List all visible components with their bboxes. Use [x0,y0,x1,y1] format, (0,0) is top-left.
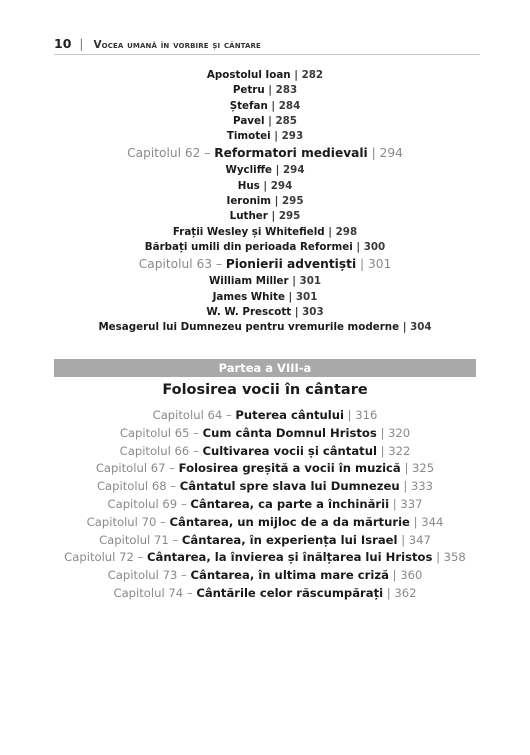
part-title: Folosirea vocii în cântare [162,382,368,398]
page-separator: | [275,164,280,177]
entry-title: Frații Wesley și Whitefield [172,225,325,238]
page-separator: | [403,479,408,494]
toc-chapter-entry [0,478,530,496]
entry-page-number: 294 [270,179,293,192]
toc-subentry [0,99,530,114]
page-separator: | [413,514,418,529]
entry-page-number: 322 [388,443,411,458]
entry-title: Wycliffe [225,164,273,177]
entry-title: Apostolul Ioan [206,69,291,81]
page-separator: | [268,114,272,127]
chapter-label: Capitolul 69 – [107,496,187,511]
entry-title: Reformatori medievali [214,146,368,161]
toc-chapter-entry [0,255,530,274]
entry-title: Cântările celor răscumpărați [196,585,384,600]
page-separator: | [380,425,385,440]
page-separator: | [371,146,376,161]
page-separator: | [292,275,296,288]
toc-chapter-entry [0,567,530,585]
toc-chapter-entry [0,532,530,550]
page-separator: | [392,496,397,511]
entry-page-number: 304 [410,321,432,334]
part-heading-bar: Partea a VIII-a [54,359,476,377]
entry-page-number: 301 [299,275,322,288]
entry-page-number: 337 [400,496,423,511]
toc-subentry [0,209,530,224]
entry-page-number: 284 [278,99,301,112]
page-separator: | [328,225,333,238]
toc-subentry [0,305,530,320]
entry-title: Cântarea, la învierea și înălțarea lui Hristos [147,550,433,565]
entry-title: Cântatul spre slava lui Dumnezeu [179,479,400,494]
entry-title: Pionierii adventiști [225,257,357,272]
page-separator: | [288,290,293,303]
toc-chapter-entry [0,460,530,478]
toc-subentry [0,225,530,240]
toc-subentry [0,163,530,178]
page-separator: | [401,532,406,547]
page-separator: | [271,210,276,223]
toc-subentry [0,290,530,305]
entry-title: Petru [232,84,265,97]
page-separator: | [347,408,352,422]
entry-page-number: 295 [278,210,301,223]
page-separator: | [294,69,298,81]
entry-page-number: 360 [400,568,423,583]
entry-title: William Miller [208,275,289,288]
entry-title: Hus [237,179,260,192]
page-separator: | [274,195,279,208]
page-separator: | [274,130,279,143]
entry-title: Pavel [233,114,265,127]
page-separator: | [360,257,365,272]
toc-list-upper [0,68,530,335]
entry-page-number: 301 [367,257,392,272]
entry-page-number: 316 [355,408,378,422]
chapter-label: Capitolul 71 – [99,532,179,547]
chapter-label: Capitolul 68 – [96,479,177,494]
entry-page-number: 358 [443,550,466,565]
page-separator: | [386,585,391,600]
toc-subentry [0,129,530,144]
entry-title: Bărbați umili din perioada Reformei [144,240,353,253]
entry-title: Cum cânta Domnul Hristos [202,425,377,440]
entry-page-number: 298 [335,225,358,238]
toc-chapter-entry [0,549,530,567]
entry-title: Luther [229,210,268,223]
book-title: Vocea umană în vorbire și cântare [93,39,261,51]
entry-page-number: 282 [301,69,324,81]
entry-title: Ieronim [226,195,272,208]
page-separator: | [294,305,299,318]
toc-subentry [0,68,530,83]
toc-subentry [0,320,530,335]
entry-title: Folosirea greșită a vocii în muzică [178,461,401,476]
toc-subentry [0,240,530,255]
chapter-label: Capitolul 63 – [138,257,222,272]
chapter-label: Capitolul 70 – [86,514,166,529]
entry-title: Puterea cântului [235,408,344,422]
page-separator: | [392,568,397,583]
toc-chapter-entry [0,514,530,532]
entry-title: W. W. Prescott [206,305,292,318]
chapter-label: Capitolul 62 – [127,146,211,161]
toc-chapter-entry [0,585,530,603]
page-separator: | [263,179,268,192]
toc-chapter-entry [0,144,530,163]
entry-title: Ștefan [229,99,268,112]
toc-chapter-entry [0,496,530,514]
entry-page-number: 295 [282,195,304,208]
entry-page-number: 362 [394,585,417,600]
page-separator: | [436,550,440,565]
entry-page-number: 347 [408,532,431,547]
page-separator: | [380,443,385,458]
entry-title: Cultivarea vocii și cântatul [202,443,377,458]
entry-page-number: 344 [421,514,444,529]
entry-title: Mesagerul lui Dumnezeu pentru vremurile moderne [98,321,400,334]
chapter-label: Capitolul 72 – [64,550,144,565]
entry-title: Timotei [226,130,271,143]
chapter-label: Capitolul 65 – [119,425,199,440]
toc-list-lower [0,407,530,603]
entry-page-number: 325 [412,461,435,476]
header-separator: | [79,37,84,51]
entry-title: Cântarea, în ultima mare criză [190,568,389,583]
toc-subentry [0,114,530,129]
chapter-label: Capitolul 64 – [152,408,232,422]
page-separator: | [402,321,407,334]
entry-page-number: 333 [410,479,434,494]
running-header [54,36,480,55]
chapter-label: Capitolul 66 – [119,443,199,458]
entry-page-number: 293 [281,130,304,143]
toc-chapter-entry [0,443,530,461]
page-number: 10 [54,36,72,51]
entry-title: Cântarea, în experiența lui Israel [181,532,398,547]
entry-page-number: 294 [379,146,403,161]
entry-page-number: 301 [295,290,318,303]
toc-subentry [0,274,530,289]
chapter-label: Capitolul 73 – [107,568,187,583]
entry-page-number: 303 [302,305,324,318]
entry-title: Cântarea, ca parte a închinării [190,496,390,511]
page-separator: | [356,240,361,253]
chapter-label: Capitolul 67 – [95,461,175,476]
page-separator: | [404,461,409,476]
entry-title: James White [212,290,285,303]
chapter-label: Capitolul 74 – [113,585,193,600]
toc-chapter-entry [0,407,530,425]
toc-subentry [0,179,530,194]
entry-page-number: 300 [363,240,386,253]
entry-title: Cântarea, un mijloc de a da mărturie [169,514,410,529]
toc-chapter-entry [0,425,530,443]
entry-page-number: 283 [275,84,298,97]
entry-page-number: 285 [275,114,297,127]
page-separator: | [268,84,273,97]
entry-page-number: 320 [388,425,411,440]
page-separator: | [271,99,276,112]
toc-subentry [0,83,530,98]
toc-subentry [0,194,530,209]
entry-page-number: 294 [283,164,305,177]
